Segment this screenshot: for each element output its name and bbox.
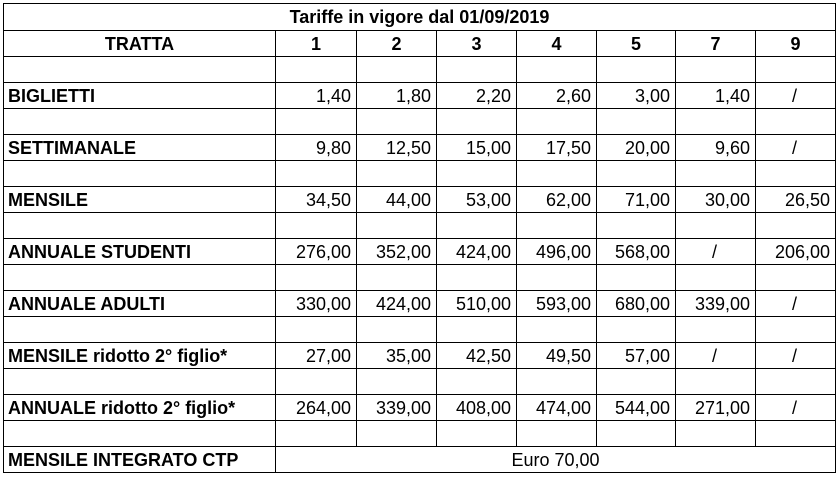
empty-cell: [357, 213, 437, 239]
empty-cell: [437, 421, 517, 447]
fare-price-cell: 26,50: [756, 187, 836, 213]
empty-cell: [597, 421, 676, 447]
empty-cell: [676, 109, 756, 135]
empty-cell: [597, 57, 676, 83]
empty-cell: [676, 317, 756, 343]
fare-price-cell: 496,00: [517, 239, 597, 265]
fare-price-cell: 680,00: [597, 291, 676, 317]
fare-price-cell: /: [756, 135, 836, 161]
spacer-row: [4, 213, 836, 239]
empty-cell: [357, 109, 437, 135]
header-row: [4, 31, 836, 57]
fare-price-cell: 352,00: [357, 239, 437, 265]
spacer-row: [4, 369, 836, 395]
empty-cell: [517, 213, 597, 239]
fare-price-cell: 34,50: [276, 187, 357, 213]
spacer-row: [4, 265, 836, 291]
empty-cell: [756, 317, 836, 343]
fare-price-cell: /: [676, 239, 756, 265]
fare-price-cell: 30,00: [676, 187, 756, 213]
fare-row: [4, 343, 836, 369]
fare-type-label: ANNUALE STUDENTI: [4, 239, 276, 265]
empty-cell: [676, 265, 756, 291]
fare-price-cell: 2,60: [517, 83, 597, 109]
fare-price-cell: 408,00: [437, 395, 517, 421]
empty-cell: [756, 265, 836, 291]
empty-cell: [276, 109, 357, 135]
fare-row: [4, 291, 836, 317]
fare-price-cell: 9,60: [676, 135, 756, 161]
fare-price-cell: 44,00: [357, 187, 437, 213]
empty-cell: [357, 57, 437, 83]
fare-price-cell: 15,00: [437, 135, 517, 161]
empty-cell: [676, 213, 756, 239]
fare-price-cell: 71,00: [597, 187, 676, 213]
integrated-label: MENSILE INTEGRATO CTP: [4, 447, 276, 473]
fare-price-cell: 1,40: [276, 83, 357, 109]
spacer-row: [4, 161, 836, 187]
fare-price-cell: 20,00: [597, 135, 676, 161]
empty-cell: [357, 421, 437, 447]
fare-price-cell: 42,50: [437, 343, 517, 369]
fare-price-cell: 9,80: [276, 135, 357, 161]
empty-cell: [756, 161, 836, 187]
empty-cell: [437, 369, 517, 395]
fare-price-cell: 339,00: [357, 395, 437, 421]
empty-cell: [4, 369, 276, 395]
empty-cell: [437, 161, 517, 187]
fare-price-cell: 276,00: [276, 239, 357, 265]
title-row: [4, 4, 836, 31]
empty-cell: [517, 421, 597, 447]
fare-row: [4, 83, 836, 109]
empty-cell: [276, 265, 357, 291]
table-title: Tariffe in vigore dal 01/09/2019: [4, 4, 836, 31]
integrated-price: Euro 70,00: [276, 447, 836, 473]
empty-cell: [4, 213, 276, 239]
spacer-row: [4, 317, 836, 343]
empty-cell: [676, 57, 756, 83]
empty-cell: [4, 265, 276, 291]
fare-price-cell: /: [756, 291, 836, 317]
fare-price-cell: /: [756, 343, 836, 369]
empty-cell: [437, 213, 517, 239]
empty-cell: [437, 265, 517, 291]
fare-price-cell: 424,00: [437, 239, 517, 265]
empty-cell: [517, 161, 597, 187]
zone-header: 5: [597, 31, 676, 57]
fare-row: [4, 239, 836, 265]
zone-header: 9: [756, 31, 836, 57]
empty-cell: [357, 265, 437, 291]
fare-type-label: ANNUALE ridotto 2° figlio*: [4, 395, 276, 421]
fare-type-label: BIGLIETTI: [4, 83, 276, 109]
fare-price-cell: 339,00: [676, 291, 756, 317]
fare-price-cell: 330,00: [276, 291, 357, 317]
fare-price-cell: /: [756, 83, 836, 109]
fare-price-cell: 1,40: [676, 83, 756, 109]
empty-cell: [597, 369, 676, 395]
fare-price-cell: /: [756, 395, 836, 421]
empty-cell: [517, 265, 597, 291]
fare-price-cell: 3,00: [597, 83, 676, 109]
empty-cell: [276, 421, 357, 447]
empty-cell: [4, 421, 276, 447]
empty-cell: [676, 369, 756, 395]
empty-cell: [437, 109, 517, 135]
spacer-row: [4, 421, 836, 447]
fare-price-cell: 35,00: [357, 343, 437, 369]
fare-type-label: SETTIMANALE: [4, 135, 276, 161]
empty-cell: [357, 317, 437, 343]
empty-cell: [276, 317, 357, 343]
fare-price-cell: 12,50: [357, 135, 437, 161]
empty-cell: [597, 265, 676, 291]
empty-cell: [4, 317, 276, 343]
empty-cell: [4, 109, 276, 135]
spacer-row: [4, 57, 836, 83]
empty-cell: [756, 369, 836, 395]
empty-cell: [756, 57, 836, 83]
empty-cell: [597, 109, 676, 135]
fare-price-cell: 27,00: [276, 343, 357, 369]
fare-price-cell: 49,50: [517, 343, 597, 369]
zone-header: 2: [357, 31, 437, 57]
zone-header: 4: [517, 31, 597, 57]
fare-row: [4, 187, 836, 213]
empty-cell: [437, 317, 517, 343]
empty-cell: [597, 161, 676, 187]
fare-row: [4, 135, 836, 161]
fare-price-cell: 264,00: [276, 395, 357, 421]
empty-cell: [676, 421, 756, 447]
fare-price-cell: 62,00: [517, 187, 597, 213]
empty-cell: [276, 161, 357, 187]
fare-price-cell: 206,00: [756, 239, 836, 265]
empty-cell: [597, 213, 676, 239]
zone-header: 7: [676, 31, 756, 57]
zone-header: 3: [437, 31, 517, 57]
fare-type-label: MENSILE ridotto 2° figlio*: [4, 343, 276, 369]
empty-cell: [597, 317, 676, 343]
fare-price-cell: 510,00: [437, 291, 517, 317]
empty-cell: [276, 213, 357, 239]
fare-price-cell: 424,00: [357, 291, 437, 317]
empty-cell: [517, 317, 597, 343]
fare-price-cell: 568,00: [597, 239, 676, 265]
fare-price-cell: 2,20: [437, 83, 517, 109]
empty-cell: [756, 213, 836, 239]
empty-cell: [756, 421, 836, 447]
empty-cell: [676, 161, 756, 187]
fare-price-cell: 17,50: [517, 135, 597, 161]
zone-header: 1: [276, 31, 357, 57]
integrated-row: [4, 447, 836, 473]
fare-price-cell: 53,00: [437, 187, 517, 213]
fare-price-cell: 593,00: [517, 291, 597, 317]
fare-price-cell: 474,00: [517, 395, 597, 421]
empty-cell: [4, 161, 276, 187]
empty-cell: [4, 57, 276, 83]
empty-cell: [517, 57, 597, 83]
fare-price-cell: 1,80: [357, 83, 437, 109]
spacer-row: [4, 109, 836, 135]
route-header: TRATTA: [4, 31, 276, 57]
fare-price-cell: 544,00: [597, 395, 676, 421]
empty-cell: [276, 369, 357, 395]
empty-cell: [756, 109, 836, 135]
empty-cell: [357, 369, 437, 395]
empty-cell: [437, 57, 517, 83]
fare-price-cell: /: [676, 343, 756, 369]
fare-table: [3, 3, 836, 473]
fare-price-cell: 271,00: [676, 395, 756, 421]
fare-row: [4, 395, 836, 421]
fare-price-cell: 57,00: [597, 343, 676, 369]
empty-cell: [517, 369, 597, 395]
fare-type-label: MENSILE: [4, 187, 276, 213]
empty-cell: [276, 57, 357, 83]
empty-cell: [517, 109, 597, 135]
empty-cell: [357, 161, 437, 187]
fare-type-label: ANNUALE ADULTI: [4, 291, 276, 317]
